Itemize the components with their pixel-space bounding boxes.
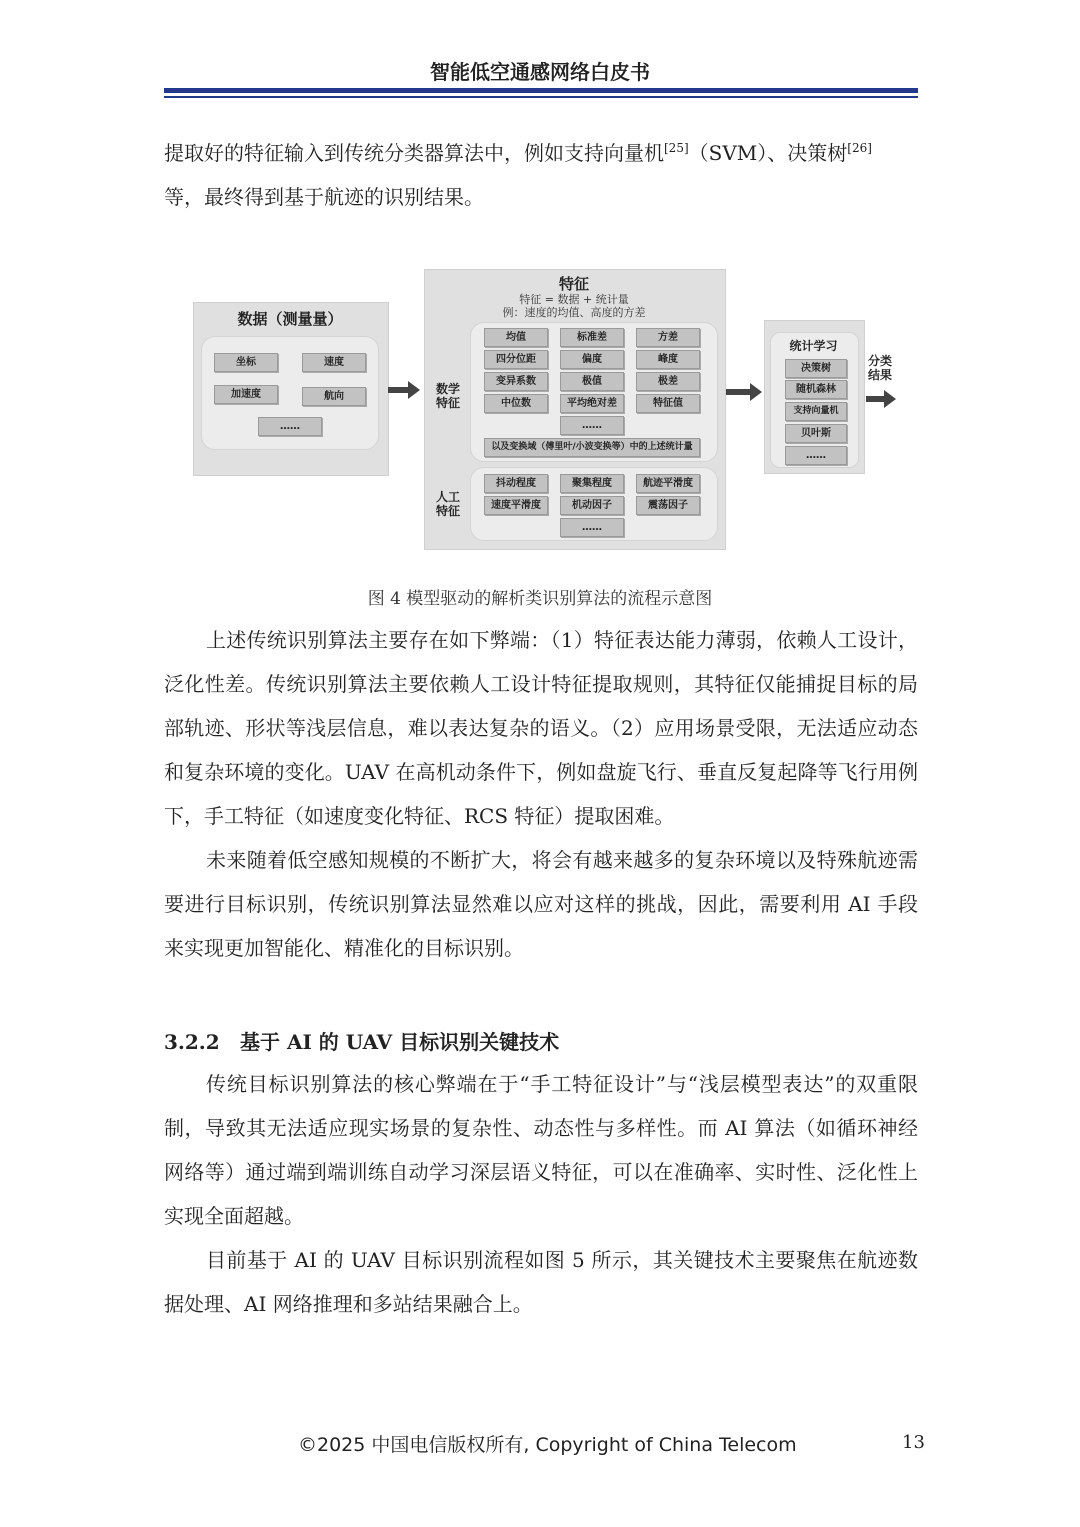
figure-caption: 图 4 模型驱动的解析类识别算法的流程示意图 [367, 589, 713, 609]
citation-26[interactable]: [26] [847, 141, 872, 155]
data-item: 加速度 [214, 385, 278, 404]
section-heading [164, 1022, 559, 1062]
data-item: 航向 [302, 387, 366, 406]
stat-item: 支持向量机 [785, 402, 847, 421]
math-item: 特征值 [636, 394, 700, 413]
arrow-icon [866, 396, 886, 402]
section-number: 3.2.2 [164, 1030, 220, 1054]
math-item: 极差 [636, 372, 700, 391]
result-label: 分类结果 [867, 354, 892, 382]
math-item: 变异系数 [484, 372, 548, 391]
math-transform-item: 以及变换域（傅里叶/小波变换等）中的上述统计量 [484, 438, 700, 457]
math-item: 中位数 [484, 394, 548, 413]
math-item: 平均绝对差 [560, 394, 624, 413]
stat-panel-title: 统计学习 [789, 339, 838, 353]
manual-feature-label: 人工特征 [435, 490, 460, 518]
intro-paragraph: 提取好的特征输入到传统分类器算法中，例如支持向量机[25]（SVM）、决策树[26] 等，最终得到基于航迹的识别结果。 [164, 141, 872, 209]
running-header: 智能低空通感网络白皮书 [430, 60, 650, 84]
stat-item: 决策树 [785, 359, 847, 378]
manual-item: 航迹平滑度 [636, 474, 700, 493]
math-item: 四分位距 [484, 350, 548, 369]
paragraph: 传统目标识别算法的核心弊端在于“手工特征设计”与“浅层模型表达”的双重限制，导致其无法适应现实场景的复杂性、动态性与多样性。而 AI 算法（如循环神经网络等）通过端到端训练自动学习深层语义特征，可以在准确率、实时性、泛化性上实现全面超越。 [164, 1072, 918, 1228]
arrow-icon [726, 389, 752, 395]
paragraph: 目前基于 AI 的 UAV 目标识别流程如图 5 所示，其关键技术主要聚焦在航迹数据处理、AI 网络推理和多站结果融合上。 [164, 1248, 918, 1316]
paragraph: 上述传统识别算法主要存在如下弊端：（1）特征表达能力薄弱，依赖人工设计，泛化性差。传统识别算法主要依赖人工设计特征提取规则，其特征仅能捕捉目标的局部轨迹、形状等浅层信息，难以表达复杂的语义。（2）应用场景受限，无法适应动态和复杂环境的变化。UAV 在高机动条件下，例如盘旋飞行、垂直反复起降等飞行用例下，手工特征（如速度变化特征、RCS 特征）提取困难。 [164, 628, 918, 828]
header-rule-thick [164, 88, 918, 93]
feature-formula: 特征 = 数据 + 统计量 [519, 293, 629, 306]
math-item: 峰度 [636, 350, 700, 369]
manual-item: …… [560, 518, 624, 537]
manual-item: 震荡因子 [636, 496, 700, 515]
feature-example: 例：速度的均值、高度的方差 [502, 306, 646, 319]
math-item: 偏度 [560, 350, 624, 369]
citation-25[interactable]: [25] [664, 141, 689, 155]
feature-panel-title: 特征 [558, 275, 589, 293]
manual-item: 抖动程度 [484, 474, 548, 493]
page-number: 13 [902, 1432, 925, 1453]
arrow-icon [388, 387, 410, 393]
stat-item: …… [785, 446, 847, 465]
manual-item: 速度平滑度 [484, 496, 548, 515]
section-body [164, 1062, 918, 1326]
math-item: 均值 [484, 328, 548, 347]
section-title: 基于 AI 的 UAV 目标识别关键技术 [240, 1030, 560, 1054]
manual-item: 聚集程度 [560, 474, 624, 493]
data-item: …… [258, 417, 322, 436]
paragraph: 未来随着低空感知规模的不断扩大，将会有越来越多的复杂环境以及特殊航迹需要进行目标识别，传统识别算法显然难以应对这样的挑战，因此，需要利用 AI 手段来实现更加智能化、精准化的目标识别。 [164, 848, 918, 960]
data-item: 坐标 [214, 353, 278, 372]
copyright-footer: ©2025 中国电信版权所有, Copyright of China Telecom [298, 1434, 797, 1456]
math-item: …… [560, 416, 624, 435]
body-text [164, 618, 918, 970]
math-feature-label: 数学特征 [435, 382, 460, 410]
manual-item: 机动因子 [560, 496, 624, 515]
math-item: 方差 [636, 328, 700, 347]
math-item: 标准差 [560, 328, 624, 347]
data-item: 速度 [302, 353, 366, 372]
math-item: 极值 [560, 372, 624, 391]
header-rule-thin [164, 96, 918, 98]
stat-item: 随机森林 [785, 380, 847, 399]
stat-item: 贝叶斯 [785, 424, 847, 443]
data-panel-title: 数据（测量量） [237, 310, 343, 328]
